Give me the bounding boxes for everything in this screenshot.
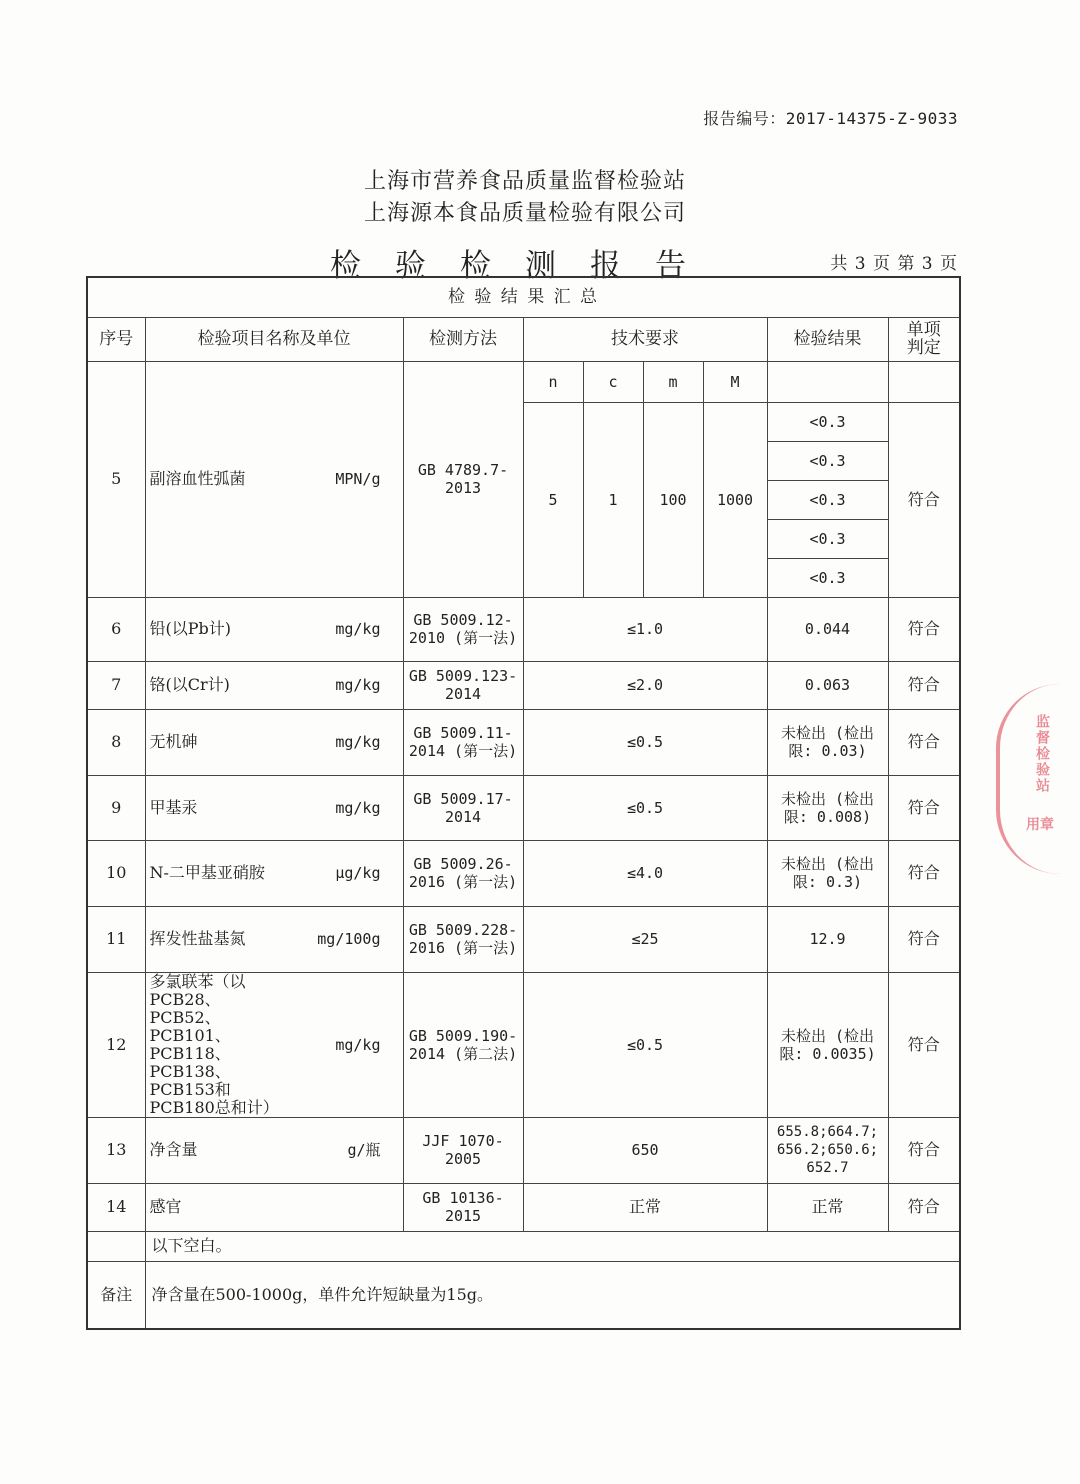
row13-no: 13 xyxy=(87,1117,145,1183)
row5-result-2: <0.3 xyxy=(767,441,888,480)
row5-result-1: <0.3 xyxy=(767,402,888,441)
report-number: 报告编号：2017-14375-Z-9033 xyxy=(703,109,958,128)
row6-result: 0.044 xyxy=(767,597,888,661)
col-no: 序号 xyxy=(87,317,145,361)
row8-item: 无机砷 mg/kg xyxy=(145,709,403,775)
row5-c: 1 xyxy=(583,402,643,597)
row5-no: 5 xyxy=(87,361,145,597)
row11-item: 挥发性盐基氮 mg/100g xyxy=(145,906,403,972)
seal-text-1: 监督检验站 xyxy=(1034,714,1050,794)
row5-result-5: <0.3 xyxy=(767,558,888,597)
report-title: 检验检测报告 xyxy=(330,248,720,284)
row10-no: 10 xyxy=(87,840,145,906)
blank-note: 以下空白。 xyxy=(145,1231,960,1261)
row12-result: 未检出 (检出限: 0.0035) xyxy=(767,972,888,1117)
row8-result: 未检出 (检出限: 0.03) xyxy=(767,709,888,775)
row10-verdict: 符合 xyxy=(888,840,960,906)
page-count: 共 3 页 第 3 页 xyxy=(830,254,958,274)
remark-label: 备注 xyxy=(87,1261,145,1329)
row5-verdict: 符合 xyxy=(888,402,960,597)
row14-verdict: 符合 xyxy=(888,1183,960,1231)
row8-method: GB 5009.11-2014 (第一法) xyxy=(403,709,523,775)
row5-result-4: <0.3 xyxy=(767,519,888,558)
blank-left xyxy=(87,1231,145,1261)
row5-m: 100 xyxy=(643,402,703,597)
row7-requirement: ≤2.0 xyxy=(523,661,767,709)
row9-verdict: 符合 xyxy=(888,775,960,840)
row6-verdict: 符合 xyxy=(888,597,960,661)
organization-1: 上海市营养食品质量监督检验站 xyxy=(363,169,686,194)
row6-item: 铅(以Pb计) mg/kg xyxy=(145,597,403,661)
row12-no: 12 xyxy=(87,972,145,1117)
row14-requirement: 正常 xyxy=(523,1183,767,1231)
col-item: 检验项目名称及单位 xyxy=(145,317,403,361)
row12-method: GB 5009.190-2014 (第二法) xyxy=(403,972,523,1117)
official-seal xyxy=(996,684,1060,874)
section-title: 检 验 结 果 汇 总 xyxy=(87,277,960,317)
row11-no: 11 xyxy=(87,906,145,972)
col-method: 检测方法 xyxy=(403,317,523,361)
row5-result-3: <0.3 xyxy=(767,480,888,519)
row14-item: 感官 xyxy=(145,1183,403,1231)
row8-no: 8 xyxy=(87,709,145,775)
row12-requirement: ≤0.5 xyxy=(523,972,767,1117)
col-verdict: 单项判定 xyxy=(888,317,960,361)
row7-verdict: 符合 xyxy=(888,661,960,709)
sub-col-c: c xyxy=(583,361,643,402)
row9-result: 未检出 (检出限: 0.008) xyxy=(767,775,888,840)
row10-result: 未检出 (检出限: 0.3) xyxy=(767,840,888,906)
row9-item: 甲基汞 mg/kg xyxy=(145,775,403,840)
row8-requirement: ≤0.5 xyxy=(523,709,767,775)
row5-M: 1000 xyxy=(703,402,767,597)
row6-requirement: ≤1.0 xyxy=(523,597,767,661)
verdict-blank xyxy=(888,361,960,402)
remark-text: 净含量在500-1000g，单件允许短缺量为15g。 xyxy=(145,1261,960,1329)
row12-item: 多氯联苯（以PCB28、PCB52、PCB101、PCB118、PCB138、PCB153和PCB180总和计） mg/kg xyxy=(145,972,403,1117)
row11-requirement: ≤25 xyxy=(523,906,767,972)
sub-col-n: n xyxy=(523,361,583,402)
row14-method: GB 10136-2015 xyxy=(403,1183,523,1231)
row7-method: GB 5009.123-2014 xyxy=(403,661,523,709)
results-table xyxy=(86,276,961,1330)
row13-item: 净含量 g/瓶 xyxy=(145,1117,403,1183)
row13-method: JJF 1070-2005 xyxy=(403,1117,523,1183)
row6-method: GB 5009.12-2010 (第一法) xyxy=(403,597,523,661)
organization-2: 上海源本食品质量检验有限公司 xyxy=(363,201,686,226)
row10-method: GB 5009.26-2016 (第一法) xyxy=(403,840,523,906)
row13-result: 655.8;664.7; 656.2;650.6; 652.7 xyxy=(767,1117,888,1183)
row13-verdict: 符合 xyxy=(888,1117,960,1183)
sub-col-m: m xyxy=(643,361,703,402)
seal-text-2: 用章 xyxy=(1026,817,1054,833)
row9-no: 9 xyxy=(87,775,145,840)
row11-method: GB 5009.228-2016 (第一法) xyxy=(403,906,523,972)
row7-no: 7 xyxy=(87,661,145,709)
sub-col-M: M xyxy=(703,361,767,402)
row12-verdict: 符合 xyxy=(888,972,960,1117)
row7-item: 铬(以Cr计) mg/kg xyxy=(145,661,403,709)
row10-item: N-二甲基亚硝胺 μg/kg xyxy=(145,840,403,906)
row9-method: GB 5009.17-2014 xyxy=(403,775,523,840)
row9-requirement: ≤0.5 xyxy=(523,775,767,840)
col-requirement: 技术要求 xyxy=(523,317,767,361)
result-blank xyxy=(767,361,888,402)
row13-requirement: 650 xyxy=(523,1117,767,1183)
col-result: 检验结果 xyxy=(767,317,888,361)
row5-item: 副溶血性弧菌 MPN/g xyxy=(145,361,403,597)
row14-no: 14 xyxy=(87,1183,145,1231)
row6-no: 6 xyxy=(87,597,145,661)
row10-requirement: ≤4.0 xyxy=(523,840,767,906)
row7-result: 0.063 xyxy=(767,661,888,709)
row11-verdict: 符合 xyxy=(888,906,960,972)
row5-n: 5 xyxy=(523,402,583,597)
row14-result: 正常 xyxy=(767,1183,888,1231)
row11-result: 12.9 xyxy=(767,906,888,972)
row8-verdict: 符合 xyxy=(888,709,960,775)
row5-method: GB 4789.7-2013 xyxy=(403,361,523,597)
